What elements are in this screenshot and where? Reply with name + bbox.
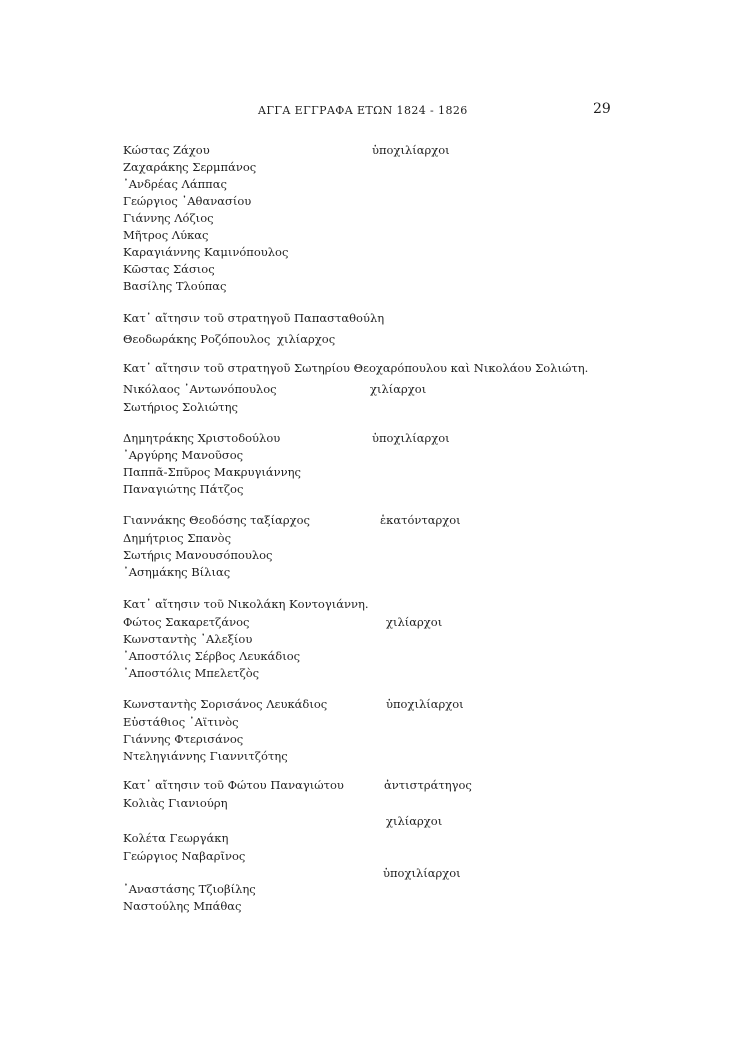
rank-label: ὑποχιλίαρχοι [372, 143, 450, 157]
entry-line: Μῆτρος Λύκας [123, 228, 209, 242]
entry-line: Σωτήριος Σολιώτης [123, 400, 238, 414]
entry-line: Κωνσταντὴς ᾿Αλεξίου [123, 632, 253, 646]
entry-line: ᾿Ασημάκης Βίλιας [123, 565, 231, 579]
entry-line: Κώστας Ζάχου [123, 143, 210, 157]
page-number: 29 [593, 101, 611, 117]
entry-line: Εὐστάθιος ᾿Αϊτινὸς [123, 715, 239, 729]
entry-line: Ζαχαράκης Σερμπάνος [123, 160, 257, 174]
rank-label: χιλίαρχοι [370, 382, 427, 396]
entry-line: Γιάννης Φτερισάνος [123, 732, 244, 746]
entry-line: Παναγιώτης Πάτζος [123, 482, 244, 496]
entry-line: Κατ᾿ αἴτησιν τοῦ Νικολάκη Κοντογιάννη. [123, 597, 369, 611]
entry-line: Γιάννης Λόζιος [123, 211, 214, 225]
entry-line: Κολιὰς Γιανιούρη [123, 796, 228, 810]
entry-line: Δημητράκης Χριστοδούλου [123, 431, 281, 445]
entry-line: Γεώργιος ᾿Αθανασίου [123, 194, 252, 208]
entry-line: ᾿Αργύρης Μανοῦσος [123, 448, 244, 462]
entry-line: Σωτήρις Μανουσόπουλος [123, 548, 273, 562]
entry-line: Κατ᾿ αἴτησιν τοῦ Φώτου Παναγιώτου [123, 778, 344, 792]
entry-line: ᾿Αποστόλις Σέρβος Λευκάδιος [123, 649, 301, 663]
entry-line: Κολέτα Γεωργάκη [123, 831, 229, 845]
entry-line: Κωνσταντὴς Σορισάνος Λευκάδιος [123, 697, 328, 711]
entry-line: Γεώργιος Ναβαρῖνος [123, 849, 246, 863]
running-header [0, 101, 743, 122]
entry-line: Παππᾶ-Σπῦρος Μακρυγιάννης [123, 465, 301, 479]
entry-line: Θεοδωράκης Ροζόπουλος [123, 332, 271, 346]
entry-line: ᾿Ανδρέας Λάππας [123, 177, 227, 191]
entry-line: Καραγιάννης Καμινόπουλος [123, 245, 289, 259]
entry-line: Βασίλης Τλούπας [123, 279, 227, 293]
header-title: ΑΓΓΑ ΕΓΓΡΑΦΑ ΕΤΩΝ 1824 - 1826 [258, 104, 468, 117]
rank-label: ἑκατόνταρχοι [380, 513, 461, 527]
entry-line: Φώτος Σακαρετζάνος [123, 615, 250, 629]
entry-line: Νικόλαος ᾿Αντωνόπουλος [123, 382, 277, 396]
rank-label: χιλίαρχοι [386, 814, 443, 828]
rank-label: ὑποχιλίαρχοι [386, 697, 464, 711]
entry-line: ᾿Αποστόλις Μπελετζὸς [123, 666, 260, 680]
entry-line: Ναστούλης Μπάθας [123, 899, 242, 913]
rank-label: χιλίαρχος [277, 332, 336, 346]
entry-line: ᾿Αναστάσης Τζιοβίλης [123, 882, 256, 896]
entry-line: Κατ᾿ αἴτησιν τοῦ στρατηγοῦ Παπασταθούλη [123, 311, 385, 325]
entry-line: Κατ᾿ αἴτησιν τοῦ στρατηγοῦ Σωτηρίου Θεοχαρόπουλου καὶ Νικολάου Σολιώτη. [123, 361, 589, 375]
rank-label: χιλίαρχοι [386, 615, 443, 629]
rank-label: ὑποχιλίαρχοι [383, 866, 461, 880]
rank-label: ὑποχιλίαρχοι [372, 431, 450, 445]
entry-line: Δημήτριος Σπανὸς [123, 531, 232, 545]
entry-line: Ντεληγιάννης Γιαννιτζότης [123, 749, 288, 763]
rank-label: ἀντιστράτηγος [384, 778, 472, 792]
entry-line: Γιαννάκης Θεοδόσης ταξίαρχος [123, 513, 310, 527]
entry-line: Κῶστας Σάσιος [123, 262, 215, 276]
